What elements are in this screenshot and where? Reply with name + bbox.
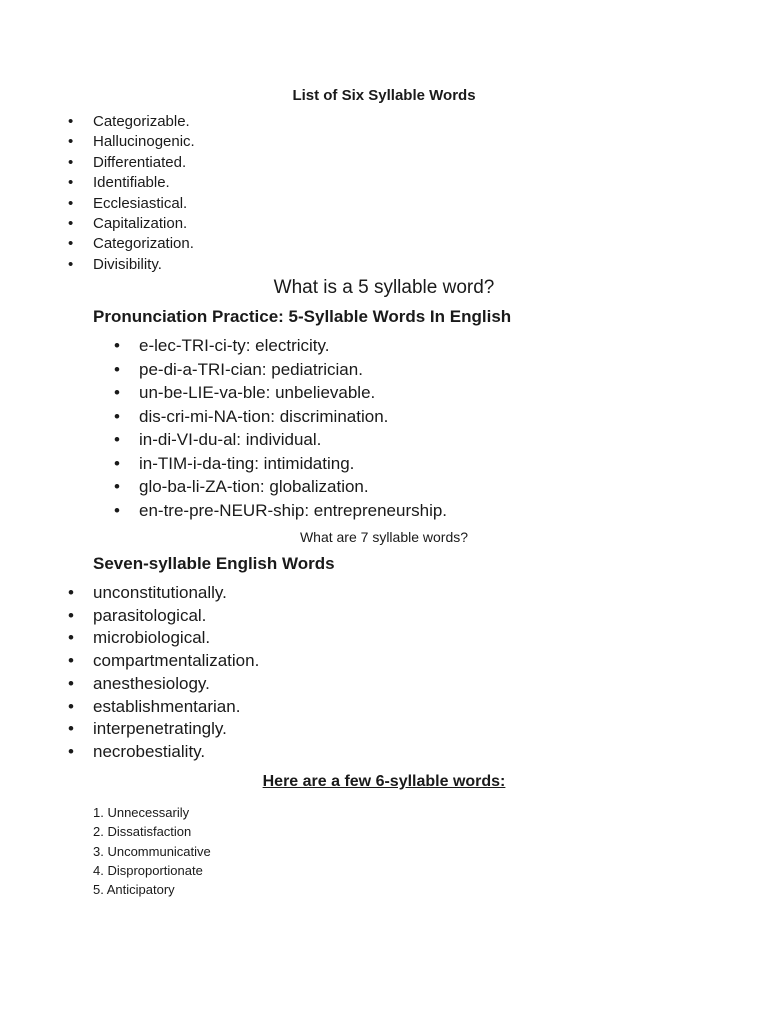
bullet-icon: • — [68, 215, 74, 233]
numbered-list-item: 4. Disproportionate — [93, 862, 203, 878]
bullet-icon: • — [114, 406, 120, 426]
list-item-text: establishmentarian. — [93, 696, 241, 716]
list-item — [0, 132, 768, 152]
six-syllable-numbered-list — [93, 803, 211, 899]
list-item — [0, 214, 768, 234]
numbered-list-item: 5. Anticipatory — [93, 882, 175, 898]
numbered-list-item: 1. Unnecessarily — [93, 805, 190, 820]
bullet-icon: • — [68, 255, 74, 273]
list-item — [0, 499, 768, 523]
list-item — [0, 173, 768, 193]
list-item — [0, 334, 768, 358]
bullet-icon: • — [68, 628, 74, 648]
list-item — [0, 153, 768, 173]
list-item-text: unconstitutionally. — [93, 583, 227, 602]
bullet-icon: • — [114, 359, 120, 379]
bullet-icon: • — [114, 477, 120, 496]
list-item-text: compartmentalization. — [93, 651, 260, 671]
list-item — [0, 741, 768, 764]
bullet-icon: • — [114, 383, 120, 402]
list-item — [0, 234, 768, 254]
bullet-icon: • — [68, 174, 74, 192]
list-item-text: interpenetratingly. — [93, 719, 227, 739]
bullet-icon: • — [68, 605, 74, 625]
seven-syllable-list — [0, 582, 768, 764]
list-item-text: in-di-VI-du-al: individual. — [139, 430, 322, 449]
bullet-icon: • — [68, 719, 74, 739]
bullet-icon: • — [114, 430, 120, 449]
bullet-icon: • — [68, 696, 74, 716]
six-syllable-list — [0, 112, 768, 275]
list-item — [0, 718, 768, 741]
list-item — [0, 627, 768, 650]
list-item — [0, 475, 768, 499]
list-item-text: Hallucinogenic. — [93, 133, 195, 151]
numbered-list-item: 3. Uncommunicative — [93, 843, 211, 859]
list-item — [0, 194, 768, 214]
list-item-text: in-TIM-i-da-ting: intimidating. — [139, 453, 355, 473]
five-syllable-question: What is a 5 syllable word? — [273, 277, 495, 298]
bullet-icon: • — [68, 673, 74, 693]
list-item-text: e-lec-TRI-ci-ty: electricity. — [139, 336, 330, 355]
list-item-text: un-be-LIE-va-ble: unbelievable. — [139, 383, 376, 402]
list-item — [0, 605, 768, 628]
list-item — [0, 358, 768, 382]
list-item-text: Ecclesiastical. — [93, 194, 188, 212]
pronunciation-heading: Pronunciation Practice: 5-Syllable Words In English — [93, 307, 512, 326]
list-item-text: anesthesiology. — [93, 673, 210, 693]
list-item — [0, 381, 768, 405]
bullet-icon: • — [68, 235, 74, 253]
list-item-text: en-tre-pre-NEUR-ship: entrepreneurship. — [139, 500, 448, 520]
numbered-list-item: 2. Dissatisfaction — [93, 824, 192, 840]
bullet-icon: • — [68, 741, 74, 761]
list-item — [0, 582, 768, 605]
seven-syllable-heading: Seven-syllable English Words — [93, 554, 335, 573]
bullet-icon: • — [68, 113, 74, 130]
list-item-text: pe-di-a-TRI-cian: pediatrician. — [139, 359, 363, 379]
bullet-icon: • — [68, 651, 74, 671]
five-syllable-list — [0, 334, 768, 522]
bullet-icon: • — [68, 194, 74, 212]
list-item — [0, 650, 768, 673]
bullet-icon: • — [114, 336, 120, 355]
page-title: List of Six Syllable Words — [292, 87, 476, 104]
list-item-text: Categorization. — [93, 235, 194, 253]
bullet-icon: • — [68, 153, 74, 171]
bullet-icon: • — [114, 453, 120, 473]
seven-syllable-question: What are 7 syllable words? — [299, 529, 469, 545]
list-item-text: Categorizable. — [93, 113, 190, 130]
list-item-text: Differentiated. — [93, 153, 187, 171]
list-item-text: glo-ba-li-ZA-tion: globalization. — [139, 477, 369, 496]
list-item — [0, 428, 768, 452]
list-item-text: Identifiable. — [93, 174, 170, 192]
six-syllable-heading-2: Here are a few 6-syllable words: — [262, 773, 506, 790]
bullet-icon: • — [68, 133, 74, 151]
list-item — [0, 673, 768, 696]
list-item-text: Capitalization. — [93, 215, 188, 233]
list-item-text: microbiological. — [93, 628, 211, 648]
list-item-text: parasitological. — [93, 605, 207, 625]
list-item — [0, 112, 768, 132]
list-item-text: necrobestiality. — [93, 741, 206, 761]
list-item — [0, 696, 768, 719]
bullet-icon: • — [114, 500, 120, 520]
list-item-text: dis-cri-mi-NA-tion: discrimination. — [139, 406, 389, 426]
list-item — [0, 255, 768, 275]
list-item — [0, 405, 768, 429]
list-item-text: Divisibility. — [93, 255, 162, 273]
bullet-icon: • — [68, 583, 74, 602]
list-item — [0, 452, 768, 476]
